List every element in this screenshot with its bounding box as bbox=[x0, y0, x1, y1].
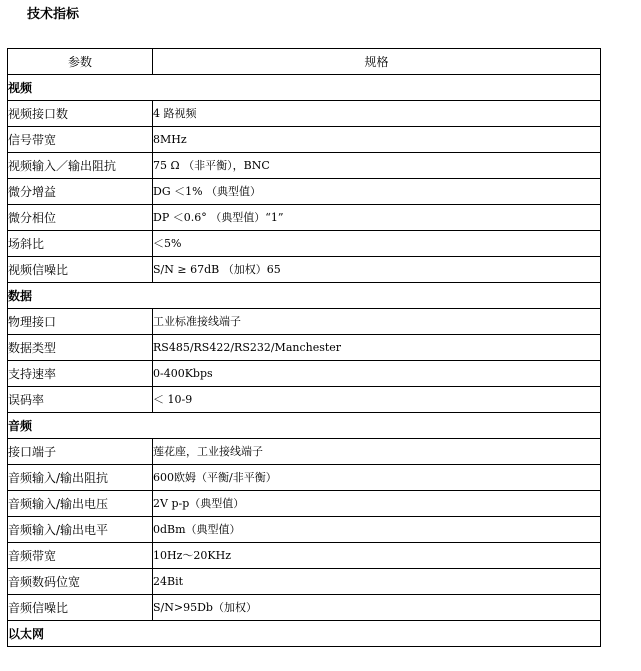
value-cell: S/N ≥ 67dB （加权）65 bbox=[153, 257, 601, 283]
value-cell: 工业标准接线端子 bbox=[153, 309, 601, 335]
value-cell: 莲花座，工业接线端子 bbox=[153, 439, 601, 465]
table-row bbox=[8, 465, 601, 491]
table-row bbox=[8, 569, 601, 595]
param-cell: 物理接口 bbox=[8, 309, 153, 335]
table-row bbox=[8, 517, 601, 543]
value-cell: 0-400Kbps bbox=[153, 361, 601, 387]
value-cell: 4 路视频 bbox=[153, 101, 601, 127]
table-row bbox=[8, 309, 601, 335]
section-row bbox=[8, 75, 601, 101]
param-cell: 视频信噪比 bbox=[8, 257, 153, 283]
page-title: 技术指标 bbox=[27, 7, 80, 22]
param-cell: 场斜比 bbox=[8, 231, 153, 257]
param-cell: 数据类型 bbox=[8, 335, 153, 361]
value-cell: S/N>95Db（加权） bbox=[153, 595, 601, 621]
table-row bbox=[8, 335, 601, 361]
section-title: 音频 bbox=[8, 413, 601, 439]
value-cell: DP ＜0.6° （典型值）“1” bbox=[153, 205, 601, 231]
param-cell: 视频输入／输出阻抗 bbox=[8, 153, 153, 179]
param-cell: 音频信噪比 bbox=[8, 595, 153, 621]
section-row bbox=[8, 283, 601, 309]
header-spec: 规格 bbox=[153, 49, 601, 75]
param-cell: 音频输入/输出电平 bbox=[8, 517, 153, 543]
value-cell: 8MHz bbox=[153, 127, 601, 153]
value-cell: RS485/RS422/RS232/Manchester bbox=[153, 335, 601, 361]
table-row bbox=[8, 595, 601, 621]
section-title: 视频 bbox=[8, 75, 601, 101]
param-cell: 微分增益 bbox=[8, 179, 153, 205]
spec-table bbox=[7, 48, 601, 647]
param-cell: 音频数码位宽 bbox=[8, 569, 153, 595]
param-cell: 音频带宽 bbox=[8, 543, 153, 569]
table-row bbox=[8, 257, 601, 283]
table-header-row bbox=[8, 49, 601, 75]
section-title: 以太网 bbox=[8, 621, 601, 647]
table-row bbox=[8, 205, 601, 231]
param-cell: 信号带宽 bbox=[8, 127, 153, 153]
value-cell: ＜5% bbox=[153, 231, 601, 257]
param-cell: 支持速率 bbox=[8, 361, 153, 387]
table-row bbox=[8, 543, 601, 569]
table-row bbox=[8, 179, 601, 205]
table-row bbox=[8, 361, 601, 387]
value-cell: 0dBm（典型值） bbox=[153, 517, 601, 543]
table-row bbox=[8, 387, 601, 413]
value-cell: ＜ 10-9 bbox=[153, 387, 601, 413]
table-row bbox=[8, 439, 601, 465]
param-cell: 音频输入/输出电压 bbox=[8, 491, 153, 517]
value-cell: 10Hz～20KHz bbox=[153, 543, 601, 569]
table-row bbox=[8, 491, 601, 517]
section-title: 数据 bbox=[8, 283, 601, 309]
table-row bbox=[8, 101, 601, 127]
param-cell: 接口端子 bbox=[8, 439, 153, 465]
value-cell: 75 Ω （非平衡），BNC bbox=[153, 153, 601, 179]
param-cell: 微分相位 bbox=[8, 205, 153, 231]
section-row bbox=[8, 413, 601, 439]
table-row bbox=[8, 127, 601, 153]
table-row bbox=[8, 231, 601, 257]
section-row bbox=[8, 621, 601, 647]
param-cell: 视频接口数 bbox=[8, 101, 153, 127]
value-cell: 2V p-p（典型值） bbox=[153, 491, 601, 517]
value-cell: DG ＜1% （典型值） bbox=[153, 179, 601, 205]
value-cell: 24Bit bbox=[153, 569, 601, 595]
table-row bbox=[8, 153, 601, 179]
param-cell: 误码率 bbox=[8, 387, 153, 413]
param-cell: 音频输入/输出阻抗 bbox=[8, 465, 153, 491]
header-param: 参数 bbox=[8, 49, 153, 75]
value-cell: 600欧姆（平衡/非平衡） bbox=[153, 465, 601, 491]
